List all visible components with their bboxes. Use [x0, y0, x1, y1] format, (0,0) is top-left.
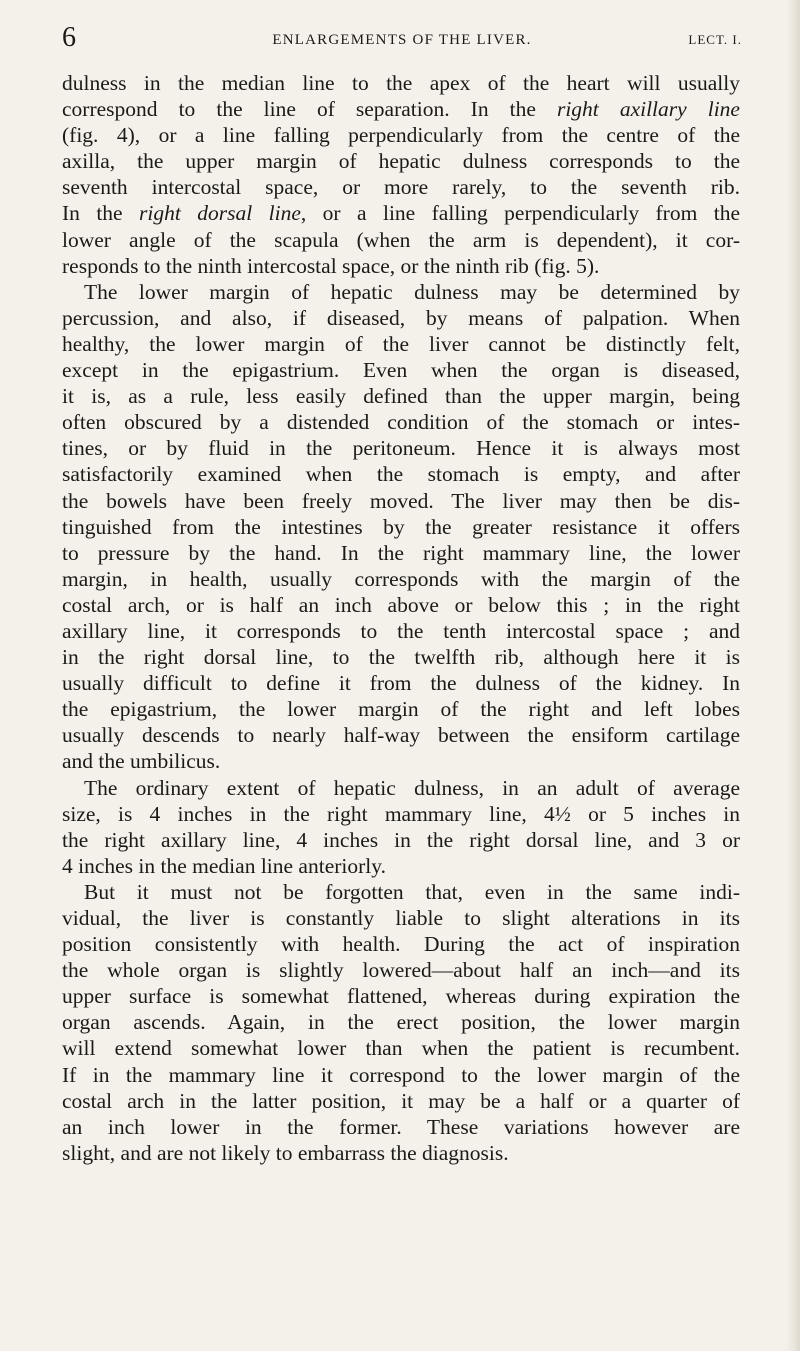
lecture-marker: LECT. I.: [688, 32, 742, 47]
text-line: [62, 1062, 740, 1088]
line-text: If in the mammary line it correspond to the lower margin of the: [62, 1062, 740, 1087]
text-line: [62, 200, 740, 226]
line-text: satisfactorily examined when the stomach is empty, and after: [62, 462, 740, 487]
text-line: [62, 853, 740, 879]
line-text: costal arch in the latter position, it may be a half or a quarter of: [62, 1088, 740, 1113]
line-text: But it must not be forgotten that, even in the same indi-: [84, 879, 740, 904]
text-line: [62, 1009, 740, 1035]
text-line: [62, 227, 740, 253]
running-header: [62, 18, 742, 54]
line-text: vidual, the liver is constantly liable to slight alterations in its: [62, 906, 740, 930]
line-text: the bowels have been freely moved. The liver may then be dis-: [62, 488, 740, 513]
line-text: 4 inches in the median line anteriorly.: [62, 853, 386, 878]
line-text: will extend somewhat lower than when the patient is recumbent.: [62, 1036, 740, 1061]
line-text: costal arch, or is half an inch above or below this ; in the right: [62, 592, 740, 617]
italic-term: right dorsal line: [139, 201, 301, 226]
line-text: size, is 4 inches in the right mammary line, 4½ or 5 inches in: [62, 801, 740, 826]
line-text: The lower margin of hepatic dulness may be determined by: [84, 279, 740, 304]
line-text: it is, as a rule, less easily defined than the upper margin, being: [62, 384, 740, 409]
text-line: [62, 1035, 740, 1061]
text-line: [62, 722, 740, 748]
line-text: percussion, and also, if diseased, by means of palpation. When: [62, 305, 740, 330]
text-line: [62, 148, 740, 174]
line-text: the whole organ is slightly lowered—about half an inch—and its: [62, 958, 740, 983]
line-text: axillary line, it corresponds to the tenth intercostal space ; and: [62, 618, 740, 643]
text-line: [62, 827, 740, 853]
page-number: 6: [62, 22, 76, 53]
line-text: seventh intercostal space, or more rarely, to the seventh rib.: [62, 175, 740, 200]
line-text: tines, or by fluid in the peritoneum. Hence it is always most: [62, 436, 740, 461]
line-text: lower angle of the scapula (when the arm is dependent), it cor-: [62, 227, 740, 252]
italic-term: right axillary line: [556, 97, 740, 122]
line-text: usually difficult to define it from the dulness of the kidney. In: [62, 671, 740, 696]
text-line: [62, 931, 740, 957]
text-line: [62, 70, 740, 96]
text-line: [62, 514, 740, 540]
text-line: [62, 279, 740, 305]
text-line: [62, 331, 740, 357]
line-text: tinguished from the intestines by the greater resistance it offers: [62, 514, 740, 539]
line-text: responds to the ninth intercostal space, or the ninth rib (fig. 5).: [62, 253, 600, 278]
line-text: In the: [62, 201, 140, 226]
line-text: correspond to the line of separation. In the: [62, 97, 557, 122]
text-line: [62, 435, 740, 461]
text-line: [62, 1088, 740, 1114]
text-line: [62, 644, 740, 670]
text-line: [62, 801, 740, 827]
text-line: [62, 696, 740, 722]
text-line: [62, 905, 740, 931]
line-text: slight, and are not likely to embarrass the diagnosis.: [62, 1140, 509, 1165]
line-text: to pressure by the hand. In the right mammary line, the lower: [62, 540, 740, 565]
text-line: [62, 566, 740, 592]
line-text: usually descends to nearly half-way between the ensiform cartilage: [62, 723, 740, 748]
text-line: [62, 305, 740, 331]
line-text: an inch lower in the former. These variations however are: [62, 1114, 740, 1139]
text-line: [62, 461, 740, 487]
text-line: [62, 174, 740, 200]
line-text: organ ascends. Again, in the erect position, the lower margin: [62, 1010, 740, 1035]
text-line: [62, 1140, 740, 1166]
line-text: the epigastrium, the lower margin of the right and left lobes: [62, 697, 740, 722]
line-text: except in the epigastrium. Even when the organ is diseased,: [62, 358, 740, 383]
line-text: often obscured by a distended condition of the stomach or intes-: [62, 410, 740, 435]
line-text: , or a line falling perpendicularly from the: [300, 201, 740, 226]
text-line: [62, 357, 740, 383]
text-line: [62, 592, 740, 618]
line-text: position consistently with health. During the act of inspiration: [62, 932, 740, 957]
text-line: [62, 618, 740, 644]
text-line: [62, 540, 740, 566]
text-line: [62, 488, 740, 514]
line-text: healthy, the lower margin of the liver cannot be distinctly felt,: [62, 331, 740, 356]
running-title: ENLARGEMENTS OF THE LIVER.: [272, 32, 532, 48]
text-line: [62, 1114, 740, 1140]
text-line: [62, 409, 740, 435]
line-text: axilla, the upper margin of hepatic dulness corresponds to the: [62, 149, 740, 174]
line-text: The ordinary extent of hepatic dulness, in an adult of average: [84, 775, 740, 800]
line-text: in the right dorsal line, to the twelfth rib, although here it is: [62, 645, 740, 670]
text-line: [62, 983, 740, 1009]
line-text: the right axillary line, 4 inches in the right dorsal line, and 3 or: [62, 827, 740, 852]
line-text: (fig. 4), or a line falling perpendicularly from the centre of the: [62, 123, 740, 148]
line-text: margin, in health, usually corresponds with the margin of the: [62, 566, 740, 591]
text-line: [62, 383, 740, 409]
text-line: [62, 670, 740, 696]
text-line: [62, 957, 740, 983]
body-text: [62, 70, 740, 1166]
page-edge: [786, 0, 800, 1351]
line-text: and the umbilicus.: [62, 749, 221, 774]
text-line: [62, 775, 740, 801]
text-line: [62, 879, 740, 905]
text-line: [62, 748, 740, 774]
text-line: [62, 96, 740, 122]
text-line: [62, 122, 740, 148]
text-line: [62, 253, 740, 279]
line-text: dulness in the median line to the apex of the heart will usually: [62, 71, 740, 95]
line-text: upper surface is somewhat flattened, whereas during expiration the: [62, 984, 740, 1009]
